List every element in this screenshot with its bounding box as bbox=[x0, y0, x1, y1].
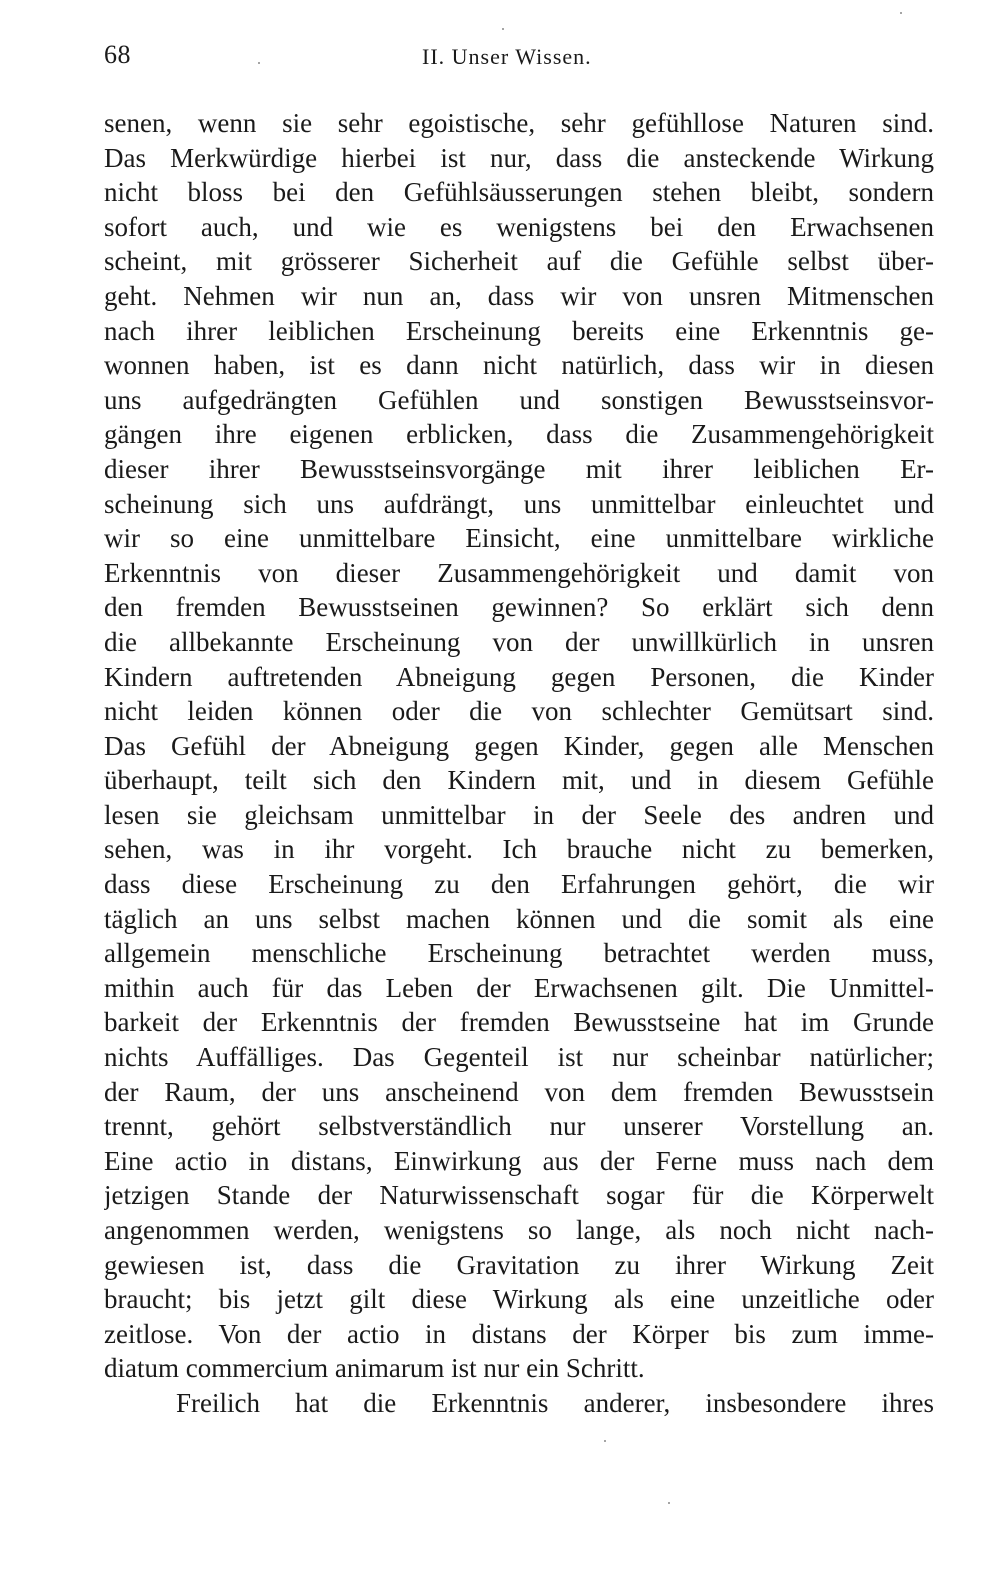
print-speck bbox=[900, 12, 902, 14]
page-number: 68 bbox=[104, 40, 131, 69]
text-line: braucht; bis jetzt gilt diese Wirkung als eine unzeitliche oder bbox=[104, 1284, 934, 1315]
text-line: den fremden Bewusstseinen gewinnen? So erklärt sich denn bbox=[104, 592, 934, 623]
text-line: uns aufgedrängten Gefühlen und sonstigen Bewusstseinsvor- bbox=[104, 384, 934, 415]
text-line: geht. Nehmen wir nun an, dass wir von unsren Mitmenschen bbox=[104, 280, 934, 311]
text-line: täglich an uns selbst machen können und die somit als eine bbox=[104, 903, 934, 934]
print-speck bbox=[604, 1440, 606, 1442]
text-line: gängen ihre eigenen erblicken, dass die Zusammengehörigkeit bbox=[104, 419, 934, 450]
text-line: gewiesen ist, dass die Gravitation zu ihrer Wirkung Zeit bbox=[104, 1249, 934, 1280]
text-line: lesen sie gleichsam unmittelbar in der Seele des andren und bbox=[104, 799, 934, 830]
body-text bbox=[104, 106, 934, 1421]
text-line: mithin auch für das Leben der Erwachsenen gilt. Die Unmittel- bbox=[104, 972, 934, 1003]
text-line: scheinung sich uns aufdrängt, uns unmittelbar einleuchtet und bbox=[104, 488, 934, 519]
running-head: II. Unser Wissen. bbox=[422, 44, 592, 69]
text-line: Eine actio in distans, Einwirkung aus der Ferne muss nach dem bbox=[104, 1145, 934, 1176]
text-line: nicht leiden können oder die von schlechter Gemütsart sind. bbox=[104, 696, 934, 727]
text-line: allgemein menschliche Erscheinung betrachtet werden muss, bbox=[104, 938, 934, 969]
text-line-paragraph-end: diatum commercium animarum ist nur ein Schritt. bbox=[104, 1353, 645, 1384]
text-line: scheint, mit grösserer Sicherheit auf die Gefühle selbst über- bbox=[104, 246, 934, 277]
text-line-paragraph-start: Freilich hat die Erkenntnis anderer, insbesondere ihres bbox=[176, 1387, 934, 1418]
text-line: Das Merkwürdige hierbei ist nur, dass die ansteckende Wirkung bbox=[104, 142, 934, 173]
text-line: wonnen haben, ist es dann nicht natürlich, dass wir in diesen bbox=[104, 350, 934, 381]
text-line: trennt, gehört selbstverständlich nur unserer Vorstellung an. bbox=[104, 1111, 934, 1142]
text-line: jetzigen Stande der Naturwissenschaft sogar für die Körperwelt bbox=[104, 1180, 934, 1211]
text-line: nicht bloss bei den Gefühlsäusserungen stehen bleibt, sondern bbox=[104, 177, 934, 208]
text-line: überhaupt, teilt sich den Kindern mit, und in diesem Gefühle bbox=[104, 765, 934, 796]
text-line: die allbekannte Erscheinung von der unwillkürlich in unsren bbox=[104, 626, 934, 657]
text-line: Kindern auftretenden Abneigung gegen Personen, die Kinder bbox=[104, 661, 934, 692]
text-line: sehen, was in ihr vorgeht. Ich brauche nicht zu bemerken, bbox=[104, 834, 934, 865]
text-line: der Raum, der uns anscheinend von dem fremden Bewusstsein bbox=[104, 1076, 934, 1107]
text-line: angenommen werden, wenigstens so lange, als noch nicht nach- bbox=[104, 1215, 934, 1245]
text-line: dass diese Erscheinung zu den Erfahrungen gehört, die wir bbox=[104, 869, 934, 900]
print-speck bbox=[668, 1502, 670, 1504]
text-line: zeitlose. Von der actio in distans der Körper bis zum imme- bbox=[104, 1318, 934, 1349]
page-header bbox=[104, 40, 934, 80]
text-line: nichts Auffälliges. Das Gegenteil ist nur scheinbar natürlicher; bbox=[104, 1042, 934, 1073]
print-speck bbox=[258, 62, 260, 64]
text-line: Erkenntnis von dieser Zusammengehörigkeit und damit von bbox=[104, 557, 934, 588]
text-line: Das Gefühl der Abneigung gegen Kinder, gegen alle Menschen bbox=[104, 730, 934, 761]
print-speck bbox=[502, 28, 504, 30]
text-line: wir so eine unmittelbare Einsicht, eine unmittelbare wirkliche bbox=[104, 523, 934, 554]
text-line: sofort auch, und wie es wenigstens bei den Erwachsenen bbox=[104, 211, 934, 242]
text-line: dieser ihrer Bewusstseinsvorgänge mit ihrer leiblichen Er- bbox=[104, 453, 934, 484]
text-line: senen, wenn sie sehr egoistische, sehr gefühllose Naturen sind. bbox=[104, 108, 934, 138]
text-line: nach ihrer leiblichen Erscheinung bereits eine Erkenntnis ge- bbox=[104, 315, 934, 346]
text-line: barkeit der Erkenntnis der fremden Bewusstseine hat im Grunde bbox=[104, 1007, 934, 1038]
